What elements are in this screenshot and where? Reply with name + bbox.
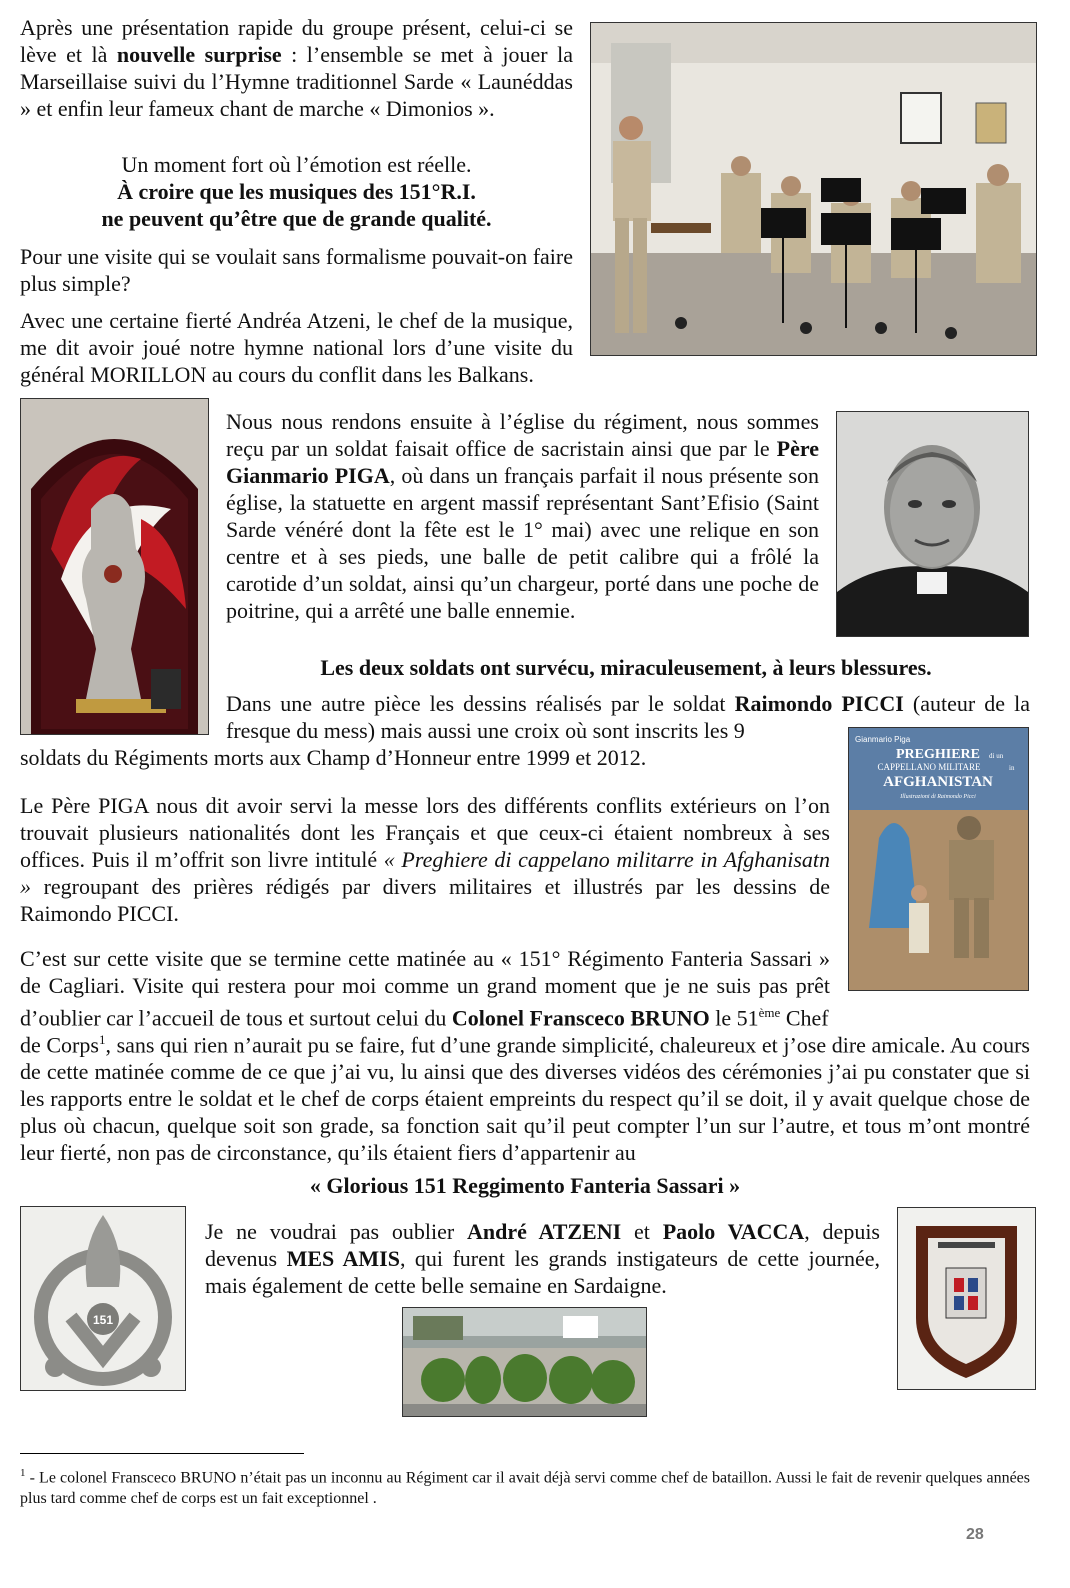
book-author: Gianmario Piga	[855, 735, 911, 744]
statue-photo-image	[21, 399, 208, 734]
hedge-lettering-photo	[402, 1307, 647, 1417]
regiment-shield-image	[898, 1208, 1035, 1389]
book-subtitle: Illustrazioni di Raimondo Picci	[900, 794, 976, 800]
priest-portrait-image	[837, 412, 1028, 636]
book-title-3: CAPPELLANO MILITARE	[877, 762, 981, 772]
paragraph-church: Nous nous rendons ensuite à l’église du régiment, nous sommes reçu par un soldat faisait office de sacristain ainsi que par le Père Gianmario PIGA, où dans un français parfait il nous présente son église, la statuette en argent massif représentant Sant’Efisio (Saint Sarde vénéré dont la fête est le 1° mai) avec une relique en son centre et à ses pieds, une balle de petit calibre qui a frôlé la carotide d’un soldat, ainsi qu’un chargeur, porté dans une poche de poitrine, qui a arrêté une balle ennemie.	[226, 409, 819, 623]
book-title-1: PREGHIERE	[895, 747, 981, 762]
paragraph-intro: Après une présentation rapide du groupe présent, celui-ci se lève et là nouvelle surprise : l’ensemble se met à jouer la Marseillaise suivi du l’Hymne traditionnel Sarde « Launéddas » et enfin leur fameux chant de marche « Dimonios ».	[20, 15, 573, 121]
paragraph-survived: Les deux soldats ont survécu, miraculeusement, à leurs blessures.	[320, 655, 932, 680]
paragraph-drawings: Dans une autre pièce les dessins réalisés par le soldat Raimondo PICCI (auteur de la fresque du mess) mais aussi une croix où sont inscrits les 9	[226, 691, 1030, 743]
regiment-badge-image	[21, 1207, 185, 1390]
regiment-name: « Glorious 151 Reggimento Fanteria Sassari »	[309, 1173, 741, 1198]
paragraph-conclusion-top: C’est sur cette visite que se termine cette matinée au « 151° Régimento Fanteria Sassari » de Cagliari. Visite qui restera pour moi comme un grand moment que je ne suis pas prêt d’oublier car l’accueil de tous et surtout celui du Colonel Fransceco BRUNO le 51ème Chef	[20, 946, 830, 1031]
paragraph-atzeni-line1: Avec une certaine fierté Andréa Atzeni, le chef de la musique, me dit avoir joué notre hymne national lors d’une visite du général MORILLON au cours du conflit dans les Balkans.	[20, 308, 573, 387]
regiment-badge-photo	[20, 1206, 186, 1391]
page-number: 28	[966, 1526, 984, 1543]
footnote: $^1$ - Le colonel Fransceco BRUNO n’était pas un inconnu au Régiment car il avait déjà servi comme chef de bataillon. Aussi le fait de revenir quelques années plus tard comme chef de corps est un fait exceptionnel .	[20, 1467, 1030, 1508]
paragraph-emotion: Un moment fort où l’émotion est réelle. À croire que les musiques des 151°R.I. ne peuvent qu’être que de grande qualité.	[101, 152, 492, 231]
hedge-lettering-image	[403, 1308, 646, 1416]
regiment-shield-photo	[897, 1207, 1036, 1390]
book-title-4: in	[1009, 764, 1015, 772]
paragraph-drawings-end: soldats du Régiments morts aux Champ d’Honneur entre 1999 et 2012.	[20, 745, 647, 770]
footnote-separator	[20, 1453, 304, 1454]
paragraph-formalism: Pour une visite qui se voulait sans formalisme pouvait-on faire plus simple?	[20, 244, 573, 296]
book-cover	[848, 727, 1029, 991]
book-title-2: di un	[989, 752, 1004, 760]
book-cover-image	[849, 728, 1028, 990]
paragraph-friends: Je ne voudrai pas oublier André ATZENI et Paolo VACCA, depuis devenus MES AMIS, qui furent les grands instigateurs de cette journée, mais également de cette belle semaine en Sardaigne.	[205, 1219, 880, 1298]
band-photo	[590, 22, 1037, 356]
band-photo-image	[591, 23, 1036, 355]
statue-photo	[20, 398, 209, 735]
paragraph-conclusion: de Corps$^1$, sans qui rien n’aurait pu se faire, fut d’une grande simplicité, chaleureux et j’ose dire amicale. Au cours de cette matinée comme de ce que j’ai vu, lu ainsi que des diverses vidéos des cérémonies j’ai pu constater que si les rapports entre le soldat et le chef de corps étaient empreints du respect qu’il se doit, il y avait quelque chose de plus où chacun, quelque soit son grade, sa fonction sait qu’il peut compter l’un sur l’autre, et tous m’ont montré leur fierté, non pas de circonstance, qu’ils étaient fiers d’appartenir au	[20, 1032, 1030, 1166]
paragraph-father-piga: Le Père PIGA nous dit avoir servi la messe lors des différents conflits extérieurs on l’on trouvait plusieurs nationalités dont les Français et que ceux-ci étaient nombreux à ses offices. Puis il m’offrit son livre intitulé « Preghiere di cappelano militarre in Afghanisatn » regroupant des prières rédigés par divers militaires et illustrés par les dessins de Raimondo PICCI.	[20, 793, 830, 926]
priest-portrait	[836, 411, 1029, 637]
book-title-5: AFGHANISTAN	[883, 774, 993, 790]
badge-number: 151	[92, 1313, 114, 1327]
